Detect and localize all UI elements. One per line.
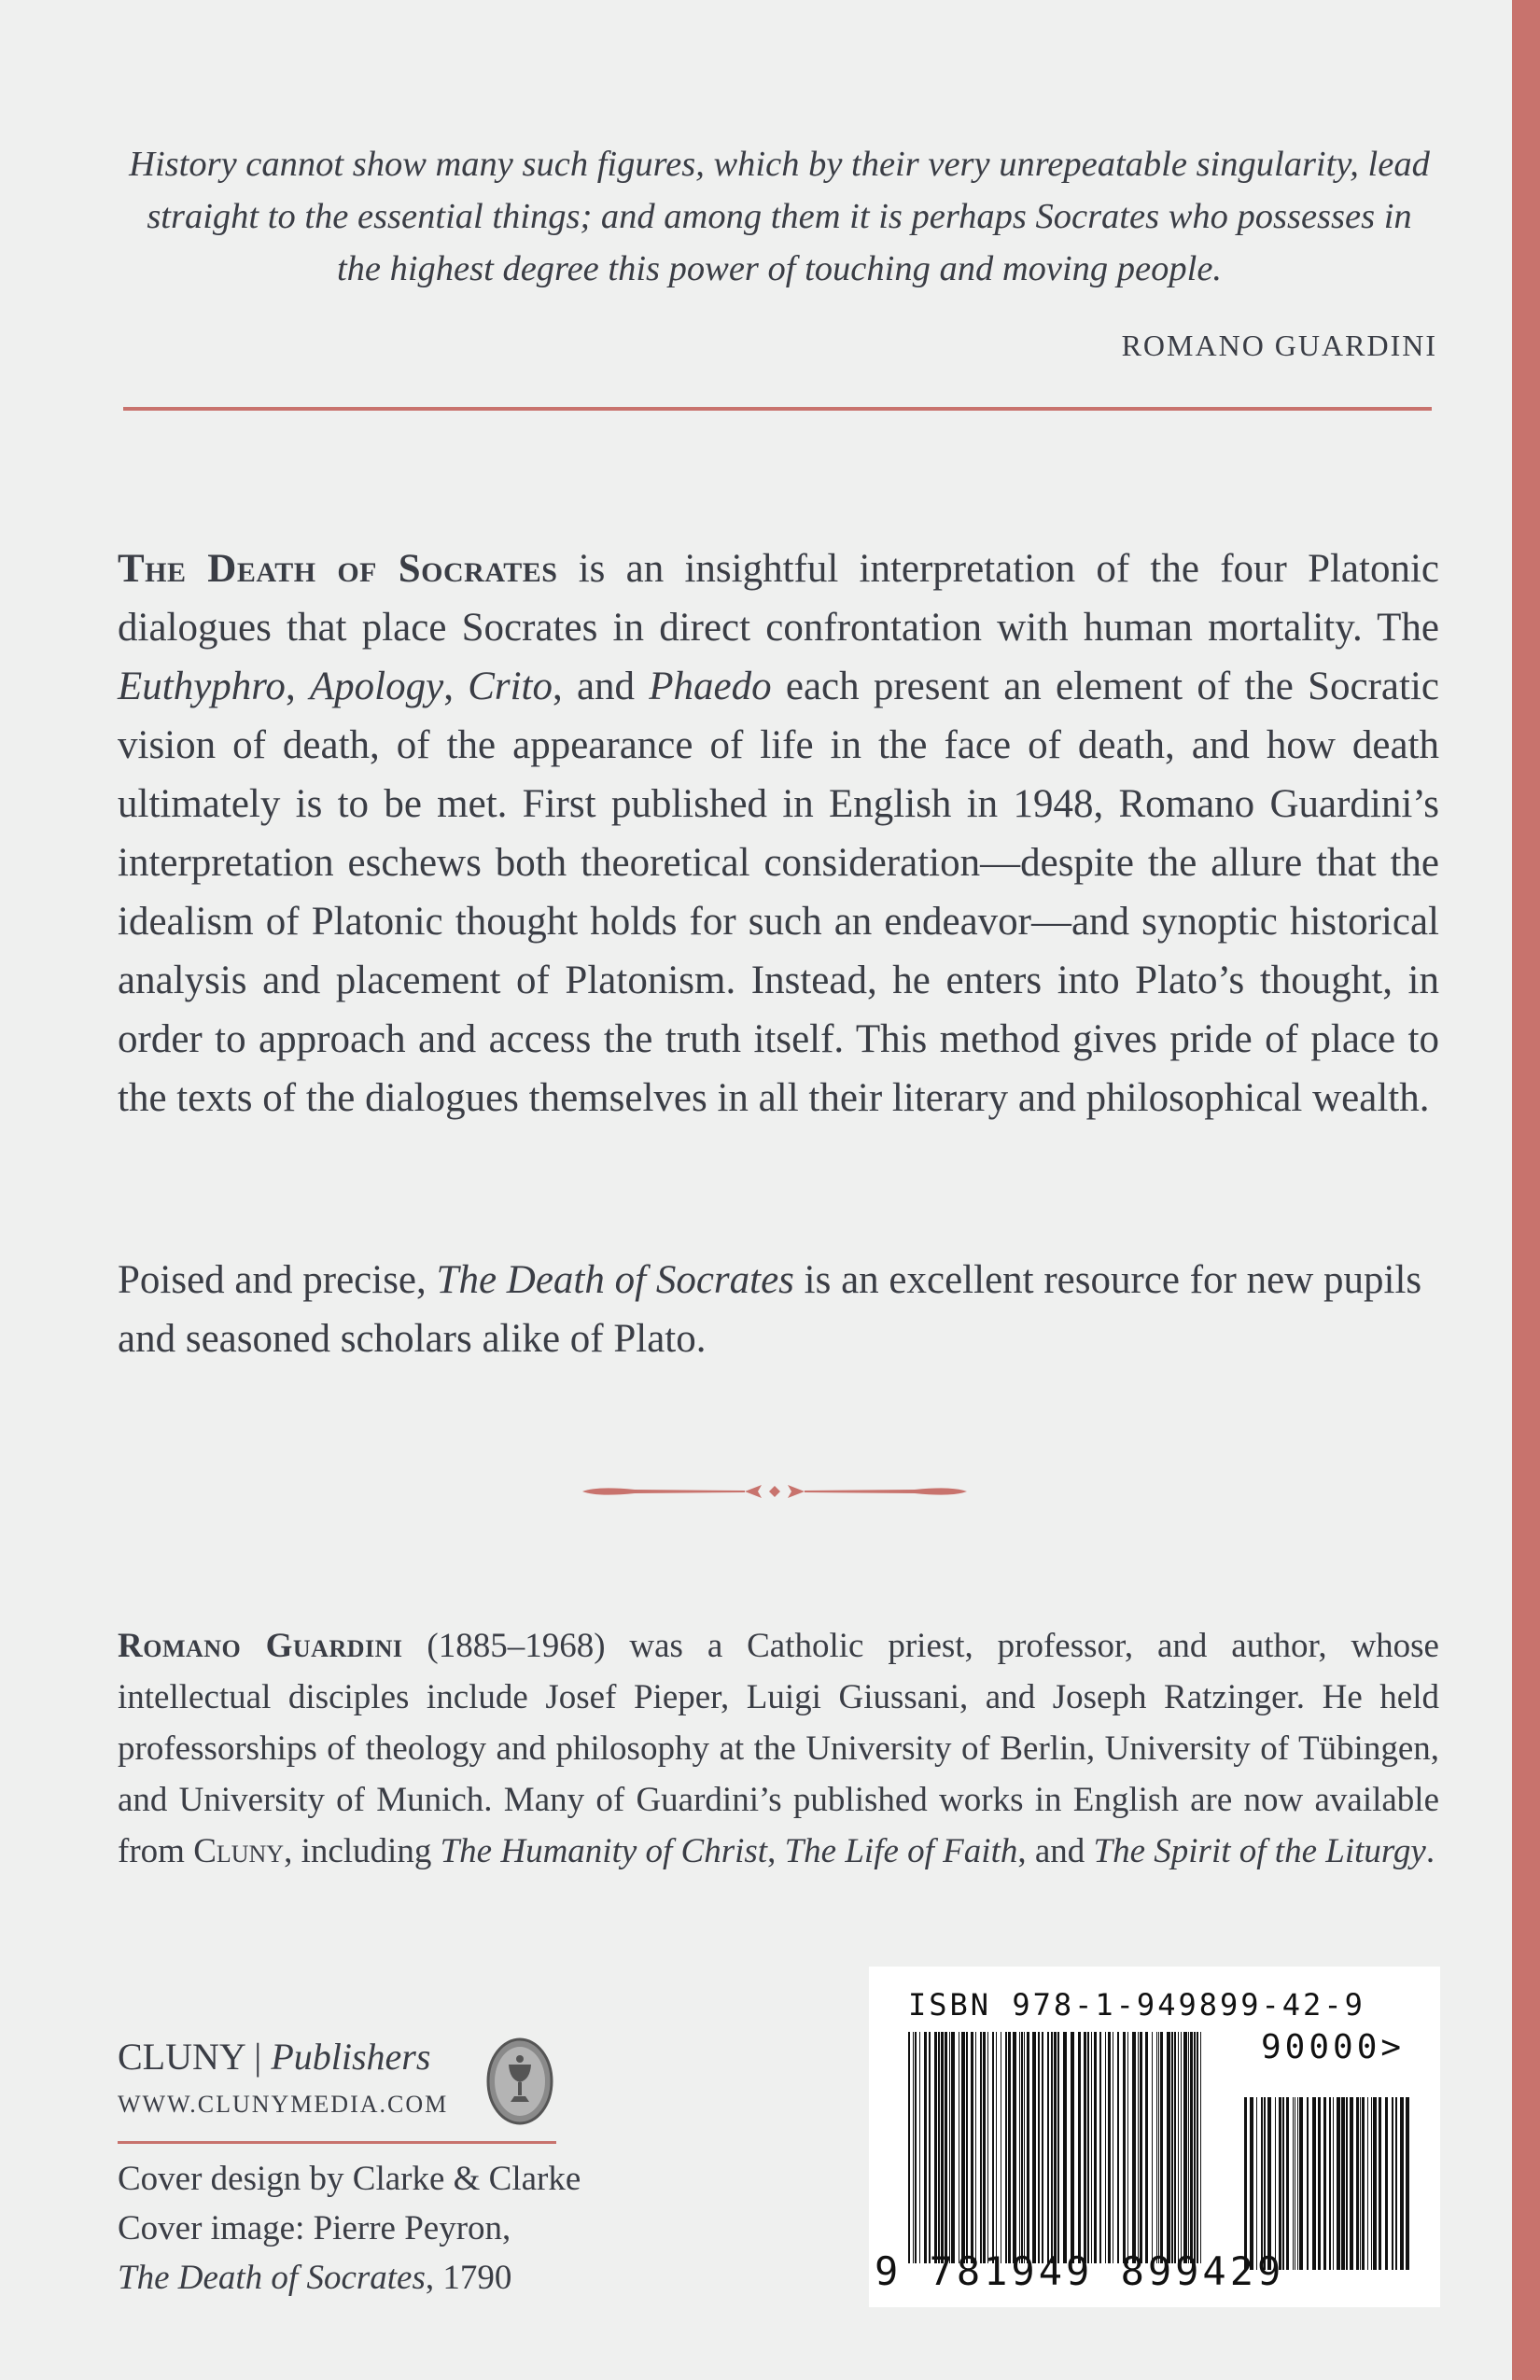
barcode-bar (1127, 2032, 1128, 2263)
epigraph-quote: History cannot show many such figures, which by their very unrepeatable singularity, lead straight to the essential things; and among them it is perhaps Socrates who possesses in the highest degree this power of touching and moving people. (129, 145, 1430, 288)
barcode-bar (1008, 2032, 1011, 2263)
barcode-bar (1350, 2097, 1353, 2270)
barcode-bar (1323, 2097, 1326, 2270)
description-paragraph-2 (118, 1251, 1439, 1368)
barcode-bar (1373, 2097, 1377, 2270)
barcode-bar (1299, 2097, 1303, 2270)
barcode-bar (1024, 2032, 1025, 2263)
credit-image: Cover image: Pierre Peyron, (118, 2209, 511, 2247)
barcode-bar (1099, 2032, 1101, 2263)
book-title-italic: The Humanity of Christ (440, 1832, 768, 1870)
barcode-bar (1194, 2032, 1196, 2263)
barcode-bar (1333, 2097, 1334, 2270)
barcode-bar (1178, 2032, 1179, 2263)
barcode-bar (1042, 2032, 1043, 2263)
barcode-bar (1047, 2032, 1049, 2263)
barcode-bar (1286, 2097, 1289, 2270)
text-run: , including (284, 1832, 441, 1870)
barcode-bar (915, 2032, 917, 2263)
barcode-bar (1140, 2032, 1142, 2263)
barcode-bar (1371, 2097, 1372, 2270)
barcode-bar (1181, 2032, 1182, 2263)
barcode-bar (996, 2032, 997, 2263)
barcode-bar (1307, 2097, 1309, 2270)
barcode-bar (1293, 2097, 1294, 2270)
barcode-bar (908, 2032, 910, 2263)
painting-year: , 1790 (425, 2259, 512, 2297)
barcode-bar (971, 2032, 973, 2263)
barcode-bar (1174, 2032, 1176, 2263)
text-run: , (767, 1832, 785, 1870)
barcode-bar (1406, 2097, 1409, 2270)
painting-title: The Death of Socrates (118, 2259, 426, 2297)
publisher-name (118, 2035, 430, 2079)
barcode-bar (1117, 2032, 1119, 2263)
barcode-bar (1032, 2032, 1036, 2263)
barcode-bar (1360, 2097, 1361, 2270)
barcode-bar (1400, 2097, 1404, 2270)
spine-color-band (1512, 0, 1540, 2380)
barcode-bar (1145, 2032, 1148, 2263)
barcode-bar (1200, 2032, 1201, 2263)
barcode-bar (1132, 2032, 1136, 2263)
barcode-bar (1197, 2032, 1198, 2263)
barcode-bar (1057, 2032, 1059, 2263)
ean-barcode-bars (906, 2032, 1205, 2263)
publisher-label: Publishers (271, 2036, 431, 2078)
text-run: , (443, 665, 469, 708)
barcode-bar (938, 2032, 940, 2263)
barcode-bar (1392, 2097, 1393, 2270)
barcode-bar (1105, 2032, 1106, 2263)
barcode-bar (913, 2032, 914, 2263)
barcode-bar (1078, 2032, 1081, 2263)
barcode-bar (1356, 2097, 1359, 2270)
dialogue-title: Euthyphro (118, 665, 286, 708)
barcode-bar (1190, 2032, 1193, 2263)
barcode-bar (1027, 2032, 1029, 2263)
book-title-italic: The Death of Socrates (436, 1258, 794, 1302)
author-bio (118, 1620, 1439, 1877)
barcode-bar (1156, 2032, 1157, 2263)
barcode-bar (1167, 2032, 1170, 2263)
barcode-bar (987, 2032, 988, 2263)
barcode-bar (992, 2032, 994, 2263)
barcode-bar (1051, 2032, 1053, 2263)
barcode-bar (1084, 2032, 1086, 2263)
barcode-bar (1362, 2097, 1365, 2270)
barcode-bar (1094, 2032, 1097, 2263)
barcode-bar (1038, 2032, 1040, 2263)
barcode-bar (966, 2032, 968, 2263)
description-paragraph-1 (118, 539, 1439, 1127)
barcode-bar (975, 2032, 976, 2263)
barcode-bar (1318, 2097, 1321, 2270)
text-run: is an insightful interpretation of the four Platonic dialogues that place Socrates in direct confrontation with human mortality. The (118, 547, 1439, 650)
barcode-bar (1282, 2097, 1284, 2270)
barcode-bar (1312, 2097, 1316, 2270)
divider-rule (123, 407, 1432, 411)
book-title-italic: The Life of Faith (784, 1832, 1018, 1870)
credits-divider (118, 2141, 556, 2144)
publisher-url: WWW.CLUNYMEDIA.COM (118, 2091, 449, 2118)
barcode-bar (1267, 2097, 1271, 2270)
credit-image-title (118, 2253, 581, 2303)
text-run: is an excellent resource for new pupils and seasoned scholars alike of Plato. (118, 1258, 1422, 1361)
ean-digits: 9 781949 899429 (875, 2248, 1285, 2294)
barcode-bar (1054, 2032, 1057, 2263)
text-run: each present an element of the Socratic vision of death, of the appearance of life in the face of death, and how death ultimately is to be met. First published in English in 1948, Romano Guardini’s interpretation eschews both theoretical consideration—despite the allure that the idealism of Platonic thought holds for such an endeavor—and synoptic historical analysis and placement of Platonism. Instead, he enters into Plato’s thought, in order to approach and access the truth itself. This method gives pride of place to the texts of the dialogues themselves in all their literary and philosophical wealth. (118, 665, 1439, 1120)
barcode-bar (951, 2032, 955, 2263)
barcode-bar (949, 2032, 950, 2263)
barcode-bar (929, 2032, 931, 2263)
book-title: The Death of Socrates (118, 547, 558, 591)
barcode-bar (1019, 2032, 1020, 2263)
barcode-bar (1063, 2032, 1067, 2263)
publisher-brand: CLUNY (118, 2036, 245, 2078)
barcode-bar (983, 2032, 986, 2263)
publisher-seal-icon (485, 2037, 554, 2126)
barcode-bar (1261, 2097, 1263, 2270)
text-run: Poised and precise, (118, 1258, 437, 1302)
barcode-bar (1264, 2097, 1266, 2270)
barcode-bar (1275, 2097, 1276, 2270)
price-code: 90000> (1261, 2028, 1406, 2066)
text-run: . (1425, 1832, 1435, 1870)
text-run: , and (1017, 1832, 1094, 1870)
epigraph-attribution: ROMANO GUARDINI (1121, 329, 1437, 362)
barcode-bar (1250, 2097, 1253, 2270)
barcode-bar (1005, 2032, 1007, 2263)
ornament-divider-icon (579, 1477, 971, 1506)
barcode-bar (924, 2032, 927, 2263)
barcode-bar (919, 2032, 920, 2263)
barcode-bar (1385, 2097, 1388, 2270)
barcode-bar (1367, 2097, 1368, 2270)
publisher-mention: Cluny (193, 1832, 285, 1870)
text-run: , (285, 665, 310, 708)
dialogue-title: Phaedo (649, 665, 772, 708)
barcode-bar (941, 2032, 944, 2263)
barcode-bar (1071, 2032, 1074, 2263)
cover-credits (118, 2154, 581, 2303)
barcode-bar (1108, 2032, 1111, 2263)
barcode-bar (1395, 2097, 1397, 2270)
barcode-bar (934, 2032, 937, 2263)
barcode-bar (1123, 2032, 1126, 2263)
text-run: , and (553, 665, 650, 708)
barcode-bar (1013, 2032, 1016, 2263)
barcode-bar (1341, 2097, 1345, 2270)
barcode-bar (1337, 2097, 1340, 2270)
barcode-bar (1279, 2097, 1281, 2270)
text-run: (1885–1968) was a Catholic priest, professor, and author, whose intellectual disciples include Josef Pieper, Luigi Giussani, and Joseph Ratzinger. He held professorships of theology and philosophy at the University of Berlin, University of Tübingen, and University of Munich. Many of Guardini’s published works in English are now available from (118, 1627, 1439, 1870)
barcode-bar (1138, 2032, 1139, 2263)
barcode-bar (1379, 2097, 1381, 2270)
dialogue-title: Apology (309, 665, 444, 708)
barcode-bar (1021, 2032, 1023, 2263)
barcode-bar (945, 2032, 947, 2263)
barcode-bar (1152, 2032, 1153, 2263)
barcode-bar (1329, 2097, 1331, 2270)
author-name: Romano Guardini (118, 1627, 403, 1665)
publisher-separator: | (245, 2036, 272, 2078)
book-title-italic: The Spirit of the Liturgy (1093, 1832, 1426, 1870)
addon-barcode-bars (1242, 2097, 1416, 2270)
barcode-bar (1087, 2032, 1089, 2263)
barcode-bar (1256, 2097, 1257, 2270)
barcode-bar (1244, 2097, 1247, 2270)
barcode-bar (1188, 2032, 1189, 2263)
credit-design: Cover design by Clarke & Clarke (118, 2160, 581, 2198)
barcode-bar (980, 2032, 982, 2263)
barcode-bar (1160, 2032, 1163, 2263)
isbn-barcode (869, 1967, 1440, 2307)
barcode-bar (1171, 2032, 1173, 2263)
barcode-bar (1091, 2032, 1092, 2263)
dialogue-title: Crito (468, 665, 553, 708)
isbn-label: ISBN 978-1-949899-42-9 (908, 1987, 1365, 2023)
barcode-bar (961, 2032, 965, 2263)
barcode-bar (1183, 2032, 1187, 2263)
barcode-bar (1346, 2097, 1348, 2270)
barcode-bar (1297, 2097, 1298, 2270)
barcode-bar (1158, 2032, 1159, 2263)
